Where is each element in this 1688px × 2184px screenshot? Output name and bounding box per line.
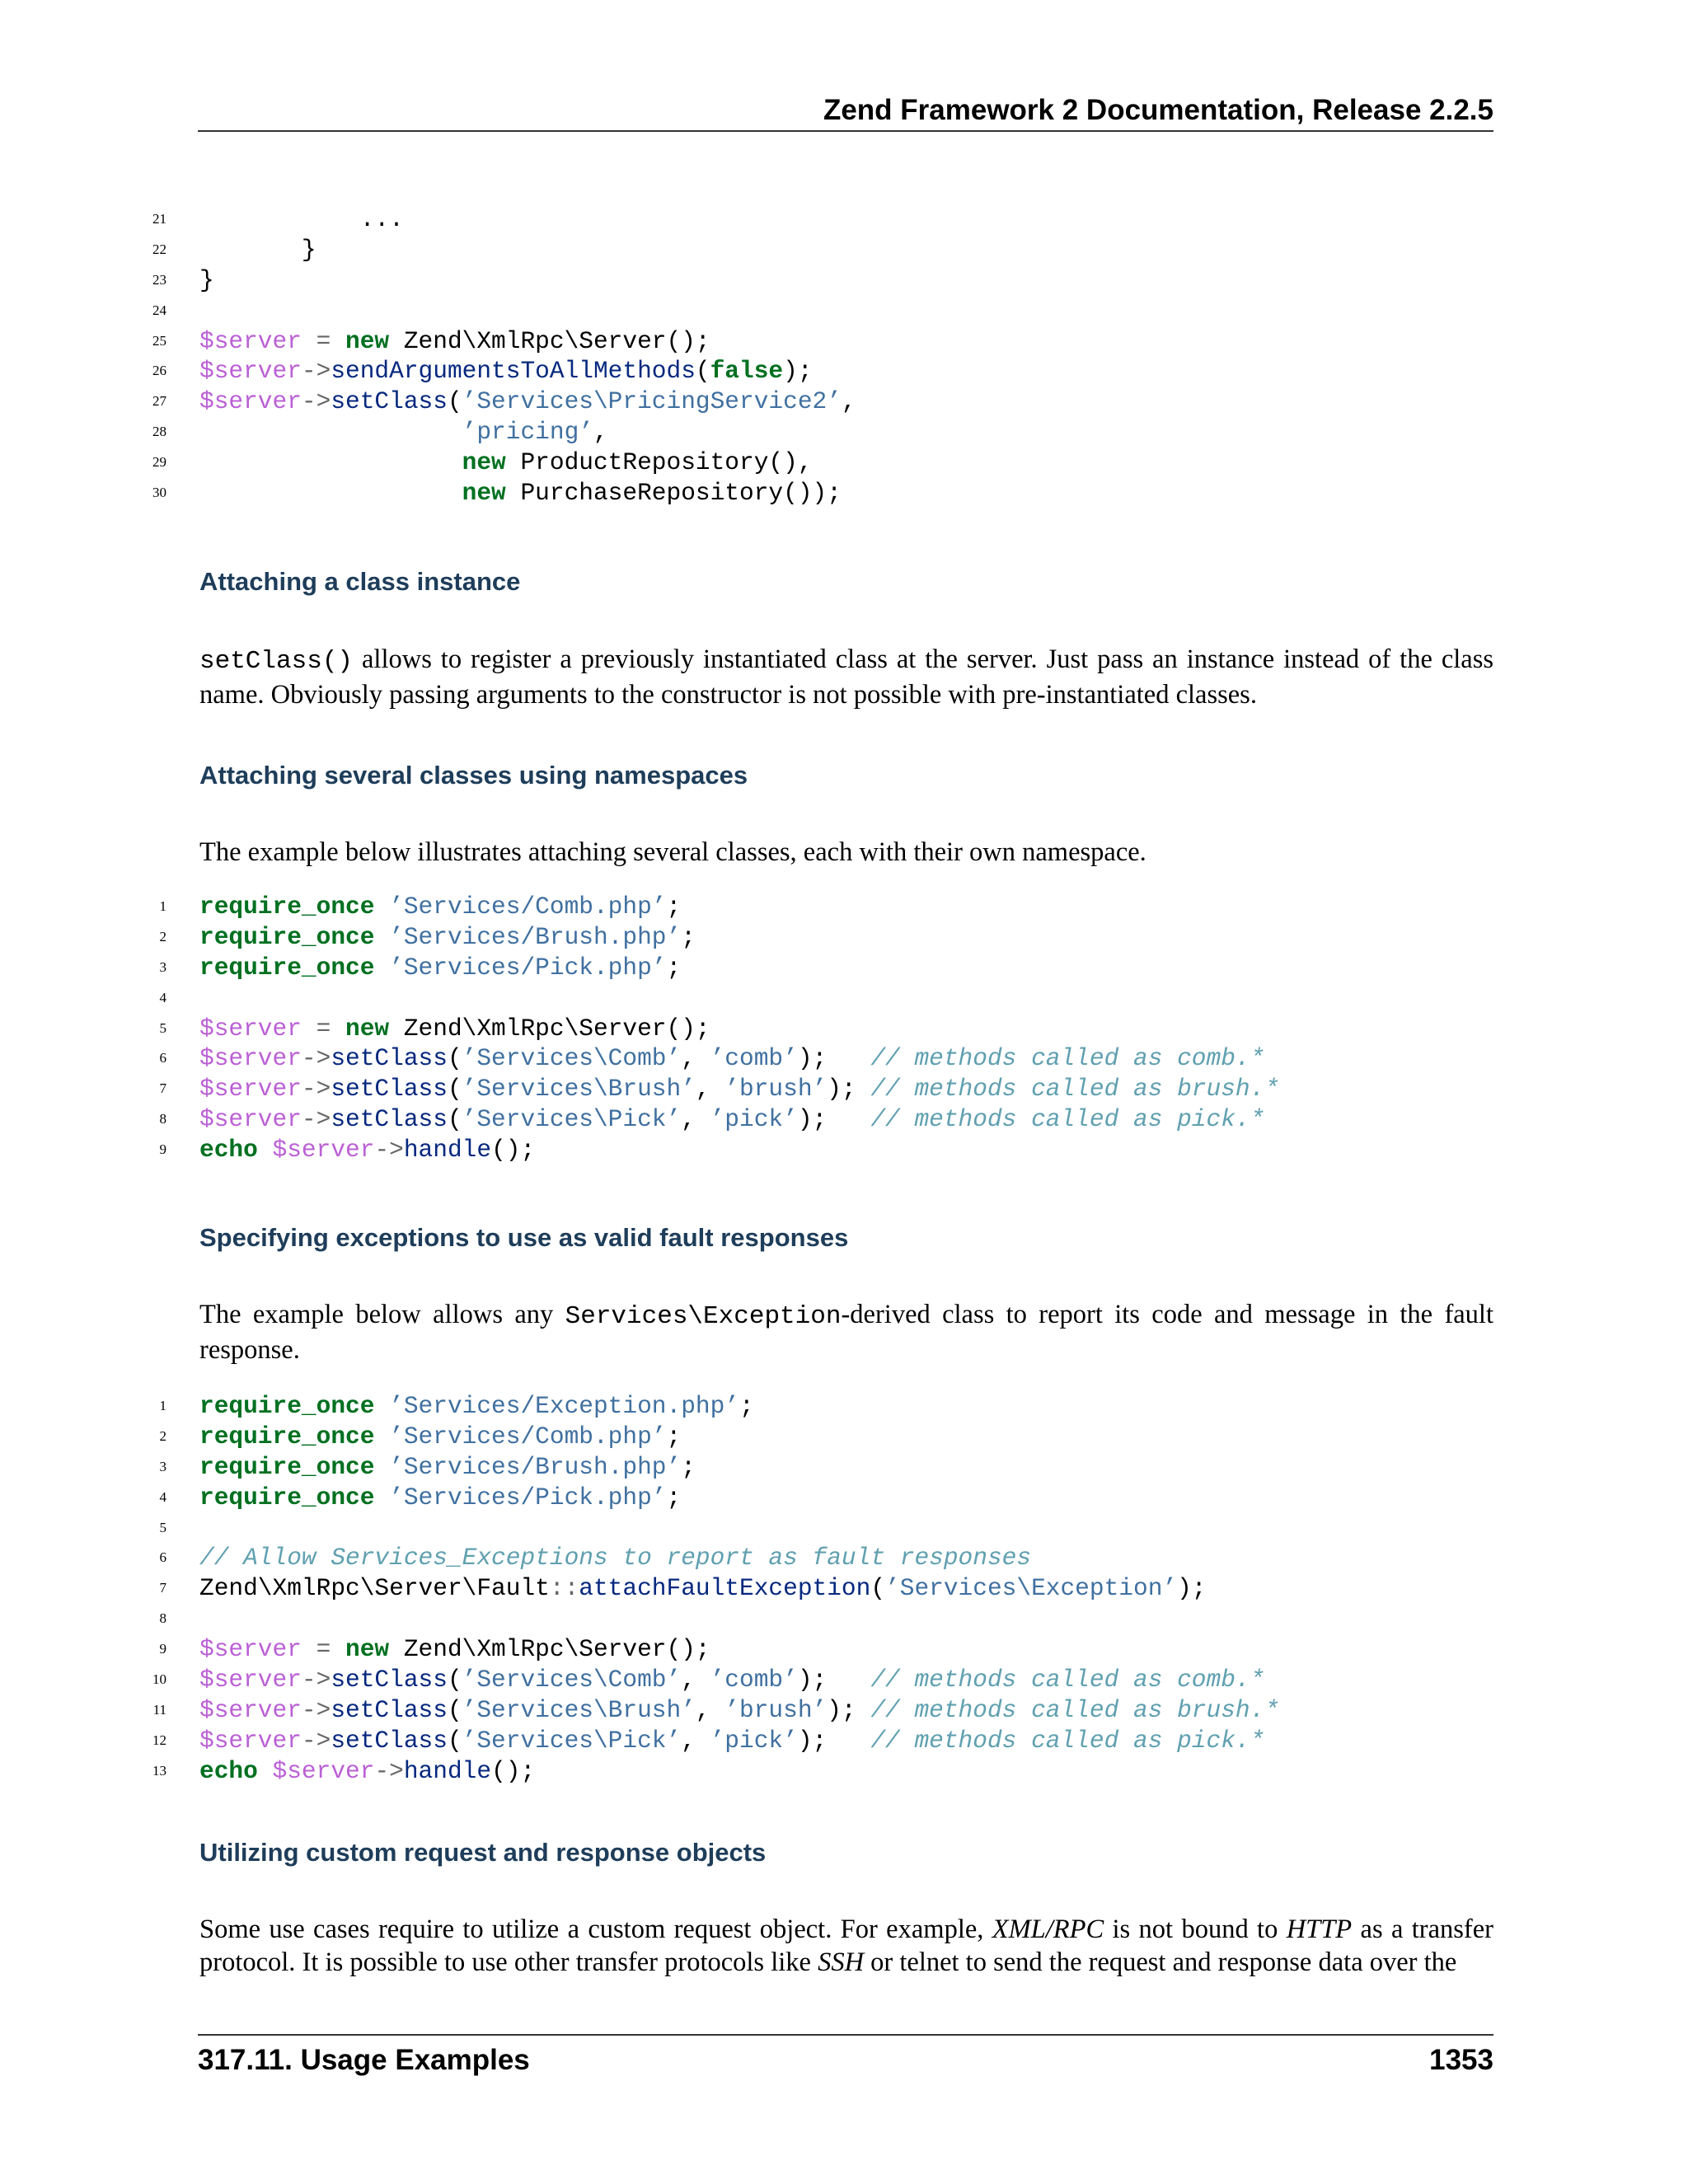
- code-token: ’Services/Brush.php’: [389, 1452, 682, 1481]
- code-text: [199, 387, 856, 417]
- document-title: Zend Framework 2 Documentation, Release 2.2.5: [823, 94, 1493, 126]
- code-line: [0, 356, 1688, 387]
- code-token: );: [797, 1105, 871, 1134]
- code-line: [0, 1014, 1688, 1044]
- code-token: (: [870, 1574, 886, 1603]
- code-token: require_once: [199, 1392, 375, 1420]
- code-token: require_once: [199, 953, 375, 982]
- line-number: 12: [152, 1732, 166, 1748]
- code-text: [199, 417, 608, 448]
- code-token: new: [345, 1635, 390, 1664]
- line-number: 2: [159, 1427, 166, 1444]
- line-number: 9: [159, 1141, 166, 1158]
- code-text: [199, 448, 813, 478]
- line-number: 29: [152, 454, 166, 471]
- code-token: =: [316, 1635, 331, 1664]
- code-token: ,: [695, 1695, 725, 1724]
- code-token: // Allow Services_Exceptions to report as fault responses: [199, 1544, 1032, 1572]
- code-token: ’Services/Pick.php’: [389, 953, 667, 982]
- code-token: ->: [301, 1726, 331, 1755]
- code-token: attachFaultException: [579, 1574, 871, 1603]
- code-token: setClass: [331, 1695, 448, 1724]
- code-line: [0, 265, 1688, 296]
- code-token: new: [345, 1014, 390, 1043]
- code-line: [0, 892, 1688, 922]
- code-line: [0, 387, 1688, 417]
- line-number: 13: [152, 1762, 166, 1779]
- code-line: [0, 1573, 1688, 1604]
- code-token: ;: [666, 1422, 682, 1451]
- code-token: ,: [695, 1075, 725, 1104]
- code-token: false: [710, 357, 784, 386]
- code-token: ,: [681, 1105, 710, 1134]
- code-token: setClass: [331, 1105, 448, 1134]
- code-line: [0, 1104, 1688, 1135]
- code-token: ->: [301, 1044, 331, 1073]
- code-text: [199, 1135, 535, 1165]
- code-token: );: [797, 1726, 871, 1755]
- line-number: 27: [152, 393, 166, 410]
- code-token: (: [447, 1695, 462, 1724]
- code-token: ’comb’: [710, 1666, 798, 1694]
- code-text: [199, 265, 214, 296]
- line-number: 5: [159, 1019, 166, 1036]
- line-number: 3: [159, 1458, 166, 1474]
- code-token: setClass: [331, 1075, 448, 1104]
- code-token: require_once: [199, 893, 375, 921]
- code-token: ;: [666, 953, 682, 982]
- code-token: ’pricing’: [462, 418, 593, 447]
- code-token: ;: [666, 893, 682, 921]
- heading-attaching-class-instance: Attaching a class instance: [199, 567, 521, 596]
- code-line: [0, 204, 1688, 235]
- code-token: ;: [666, 1483, 682, 1511]
- code-token: (: [447, 1075, 462, 1104]
- code-token: }: [199, 265, 214, 294]
- line-number: 4: [159, 989, 166, 1005]
- code-token: ::: [549, 1574, 579, 1603]
- code-token: [331, 1015, 345, 1043]
- code-token: ’Services\Exception’: [885, 1574, 1178, 1603]
- page-footer: [198, 2034, 1493, 2077]
- code-token: ;: [681, 1452, 696, 1481]
- page-number: 1353: [1429, 2044, 1493, 2076]
- line-number: 7: [159, 1580, 166, 1596]
- code-token: [199, 418, 462, 446]
- code-text: [199, 1422, 681, 1452]
- code-token: setClass: [331, 1666, 448, 1694]
- code-block-fault-exceptions: [0, 1391, 1688, 1787]
- code-line: [0, 1452, 1688, 1483]
- code-text: [199, 1043, 1264, 1074]
- code-token: $server: [199, 1666, 302, 1694]
- code-token: [374, 923, 389, 951]
- code-token: require_once: [199, 922, 375, 951]
- line-number: 25: [152, 332, 166, 349]
- code-token: (: [447, 1726, 462, 1755]
- code-token: [199, 479, 462, 507]
- code-token: (: [447, 1105, 462, 1134]
- code-line: [0, 1391, 1688, 1422]
- code-token: $server: [199, 326, 302, 355]
- code-token: Zend\XmlRpc\Server();: [389, 1635, 710, 1664]
- line-number: 6: [159, 1050, 166, 1066]
- code-token: Zend\XmlRpc\Server();: [389, 1014, 710, 1043]
- code-token: ProductRepository(),: [505, 448, 813, 477]
- code-block-namespaces: [0, 892, 1688, 1165]
- code-line: [0, 1513, 1688, 1544]
- code-token: ->: [374, 1756, 404, 1785]
- code-token: [302, 1635, 316, 1663]
- code-token: $server: [199, 1105, 302, 1134]
- code-token: ’Services\Comb’: [462, 1666, 682, 1694]
- code-token: );: [797, 1044, 871, 1073]
- code-block-pricing-service: [0, 204, 1688, 509]
- code-line: [0, 448, 1688, 478]
- inline-code-setclass: setClass(): [199, 647, 354, 676]
- code-token: ’pick’: [710, 1105, 798, 1134]
- code-token: require_once: [199, 1452, 375, 1481]
- code-token: );: [783, 357, 813, 386]
- code-token: ...: [199, 205, 404, 233]
- code-text: [199, 1634, 710, 1665]
- code-token: ->: [301, 357, 331, 386]
- line-number: 7: [159, 1080, 166, 1097]
- code-token: [302, 1015, 316, 1043]
- code-token: [374, 1392, 389, 1420]
- code-token: // methods called as comb.*: [870, 1666, 1265, 1694]
- code-token: new: [345, 326, 390, 355]
- code-token: require_once: [199, 1483, 375, 1511]
- code-token: handle: [403, 1756, 492, 1785]
- code-token: // methods called as pick.*: [870, 1105, 1265, 1134]
- line-number: 24: [152, 302, 166, 318]
- code-token: ,: [681, 1666, 710, 1694]
- line-number: 9: [159, 1641, 166, 1657]
- code-token: setClass: [331, 1726, 448, 1755]
- code-line: [0, 1634, 1688, 1665]
- code-token: [258, 1757, 273, 1785]
- code-line: [0, 983, 1688, 1014]
- code-token: [331, 1635, 345, 1663]
- line-number: 2: [159, 928, 166, 944]
- code-token: $server: [199, 1695, 302, 1724]
- code-token: setClass: [331, 1044, 448, 1073]
- code-line: [0, 1756, 1688, 1787]
- code-token: [374, 1453, 389, 1481]
- code-text: [199, 1074, 1279, 1104]
- line-number: 30: [152, 485, 166, 501]
- code-token: ->: [301, 1666, 331, 1694]
- code-text: [199, 953, 681, 983]
- code-token: ,: [841, 387, 856, 416]
- code-token: Zend\XmlRpc\Server\Fault: [199, 1574, 550, 1603]
- code-token: ->: [301, 1105, 331, 1134]
- code-text: [199, 1452, 696, 1483]
- code-token: $server: [199, 1075, 302, 1104]
- code-text: [199, 1726, 1264, 1756]
- code-line: [0, 296, 1688, 326]
- code-line: [0, 1074, 1688, 1104]
- code-token: ’Services\Comb’: [462, 1044, 682, 1073]
- line-number: 5: [159, 1519, 166, 1535]
- code-line: [0, 1422, 1688, 1452]
- line-number: 6: [159, 1549, 166, 1566]
- code-line: [0, 953, 1688, 983]
- line-number: 21: [152, 211, 166, 227]
- code-text: [199, 235, 316, 265]
- code-token: );: [797, 1666, 871, 1694]
- code-text: [199, 1756, 535, 1787]
- code-token: ;: [739, 1392, 754, 1420]
- code-line: [0, 1483, 1688, 1513]
- code-token: (: [447, 387, 462, 416]
- code-text: [199, 1543, 1031, 1573]
- code-token: require_once: [199, 1422, 375, 1451]
- code-line: [0, 1604, 1688, 1634]
- footer-section: 317.11. Usage Examples: [198, 2044, 530, 2076]
- code-token: // methods called as comb.*: [870, 1044, 1265, 1073]
- line-number: 23: [152, 271, 166, 288]
- code-text: [199, 326, 710, 357]
- code-text: [199, 1695, 1279, 1726]
- code-text: [199, 892, 681, 922]
- line-number: 1: [159, 1398, 166, 1413]
- code-token: ’Services/Comb.php’: [389, 1422, 667, 1451]
- code-token: ’brush’: [724, 1695, 828, 1724]
- code-text: [199, 204, 404, 235]
- code-text: [199, 1391, 754, 1422]
- line-number: 22: [152, 241, 166, 257]
- code-token: PurchaseRepository());: [505, 479, 842, 508]
- code-token: $server: [199, 1014, 302, 1043]
- code-token: =: [316, 326, 331, 355]
- code-token: ->: [301, 1695, 331, 1724]
- code-token: echo: [199, 1136, 258, 1165]
- line-number: 28: [152, 424, 166, 440]
- code-token: ’Services/Brush.php’: [389, 922, 682, 951]
- code-token: ’Services/Exception.php’: [389, 1392, 740, 1420]
- code-line: [0, 1043, 1688, 1074]
- inline-code-services-exception: Services\Exception: [565, 1302, 842, 1331]
- code-line: [0, 1543, 1688, 1573]
- paragraph-exceptions: The example below allows any Services\Exception-derived class to report its code and message in the fault response.: [199, 1300, 1493, 1365]
- code-token: [199, 448, 462, 476]
- code-token: ;: [681, 922, 696, 951]
- code-token: handle: [403, 1136, 492, 1165]
- code-token: echo: [199, 1756, 258, 1785]
- heading-specifying-exceptions: Specifying exceptions to use as valid fault responses: [199, 1223, 849, 1252]
- code-token: Zend\XmlRpc\Server();: [389, 326, 710, 355]
- code-line: [0, 326, 1688, 357]
- code-token: ();: [491, 1136, 536, 1165]
- paragraph-custom-request: Some use cases require to utilize a custom request object. For example, XML/RPC is not bound to HTTP as a transfer protocol. It is possible to use other transfer protocols like SSH or telnet to send the request and response data over the: [199, 1915, 1493, 1977]
- code-token: // methods called as brush.*: [870, 1695, 1280, 1724]
- line-number: 8: [159, 1610, 166, 1627]
- code-token: // methods called as brush.*: [870, 1075, 1280, 1104]
- code-token: ’comb’: [710, 1044, 798, 1073]
- code-text: [199, 1573, 1207, 1604]
- code-token: ,: [681, 1044, 710, 1073]
- code-token: ,: [593, 418, 608, 447]
- code-line: [0, 1726, 1688, 1756]
- code-text: [199, 1014, 710, 1044]
- code-token: ’brush’: [724, 1075, 828, 1104]
- code-token: ’Services\Brush’: [462, 1695, 696, 1724]
- code-token: $server: [199, 1044, 302, 1073]
- code-token: $server: [199, 357, 302, 386]
- code-token: ’Services\Brush’: [462, 1075, 696, 1104]
- code-line: [0, 417, 1688, 448]
- code-text: [199, 478, 842, 509]
- line-number: 26: [152, 363, 166, 379]
- code-token: ’Services/Pick.php’: [389, 1483, 667, 1511]
- code-text: [199, 1665, 1264, 1695]
- code-token: ();: [491, 1756, 536, 1785]
- line-number: 11: [152, 1701, 166, 1718]
- code-line: [0, 478, 1688, 509]
- code-token: ’Services\PricingService2’: [462, 387, 842, 416]
- code-line: [0, 1665, 1688, 1695]
- code-line: [0, 235, 1688, 265]
- code-token: =: [316, 1014, 331, 1043]
- page-header: [198, 91, 1493, 132]
- paragraph-namespaces: The example below illustrates attaching several classes, each with their own namespace.: [199, 837, 1146, 867]
- code-token: ’Services/Comb.php’: [389, 893, 667, 921]
- code-token: [258, 1136, 273, 1164]
- code-token: $server: [199, 387, 302, 416]
- line-number: 4: [159, 1488, 166, 1505]
- code-token: [331, 327, 345, 355]
- code-token: new: [462, 448, 506, 477]
- code-token: $server: [272, 1136, 375, 1165]
- code-token: );: [827, 1695, 871, 1724]
- code-token: (: [447, 1044, 462, 1073]
- code-token: [302, 327, 316, 355]
- code-token: ->: [374, 1136, 404, 1165]
- code-text: [199, 1483, 681, 1513]
- code-token: [374, 1483, 389, 1511]
- code-token: new: [462, 479, 506, 508]
- code-text: [199, 922, 696, 953]
- code-token: );: [827, 1075, 871, 1104]
- code-token: );: [1177, 1574, 1207, 1603]
- code-token: ’Services\Pick’: [462, 1726, 682, 1755]
- code-token: [374, 1422, 389, 1451]
- code-text: [199, 1104, 1264, 1135]
- code-line: [0, 1135, 1688, 1165]
- code-token: ->: [301, 387, 331, 416]
- line-number: 8: [159, 1111, 166, 1127]
- code-text: [199, 356, 813, 387]
- code-token: (: [447, 1666, 462, 1694]
- code-token: ->: [301, 1075, 331, 1104]
- code-token: setClass: [331, 387, 448, 416]
- code-token: $server: [272, 1756, 375, 1785]
- code-token: ’Services\Pick’: [462, 1105, 682, 1134]
- code-token: [374, 954, 389, 982]
- code-line: [0, 922, 1688, 953]
- code-token: ’pick’: [710, 1726, 798, 1755]
- paragraph-class-instance: setClass() allows to register a previously instantiated class at the server. Just pass an instance instead of the class name. Obviously passing arguments to the constructor is not possible with pre-instantiated classes.: [199, 644, 1493, 710]
- code-token: $server: [199, 1635, 302, 1664]
- code-token: [374, 893, 389, 921]
- heading-attaching-several-classes: Attaching several classes using namespaces: [199, 761, 748, 790]
- code-token: (: [695, 357, 710, 386]
- code-token: // methods called as pick.*: [870, 1726, 1265, 1755]
- line-number: 10: [152, 1671, 166, 1688]
- code-line: [0, 1695, 1688, 1726]
- code-token: sendArgumentsToAllMethods: [331, 357, 696, 386]
- heading-custom-request-response: Utilizing custom request and response objects: [199, 1838, 767, 1867]
- line-number: 3: [159, 958, 166, 975]
- code-token: $server: [199, 1726, 302, 1755]
- code-token: }: [199, 235, 316, 264]
- code-token: ,: [681, 1726, 710, 1755]
- line-number: 1: [159, 898, 166, 914]
